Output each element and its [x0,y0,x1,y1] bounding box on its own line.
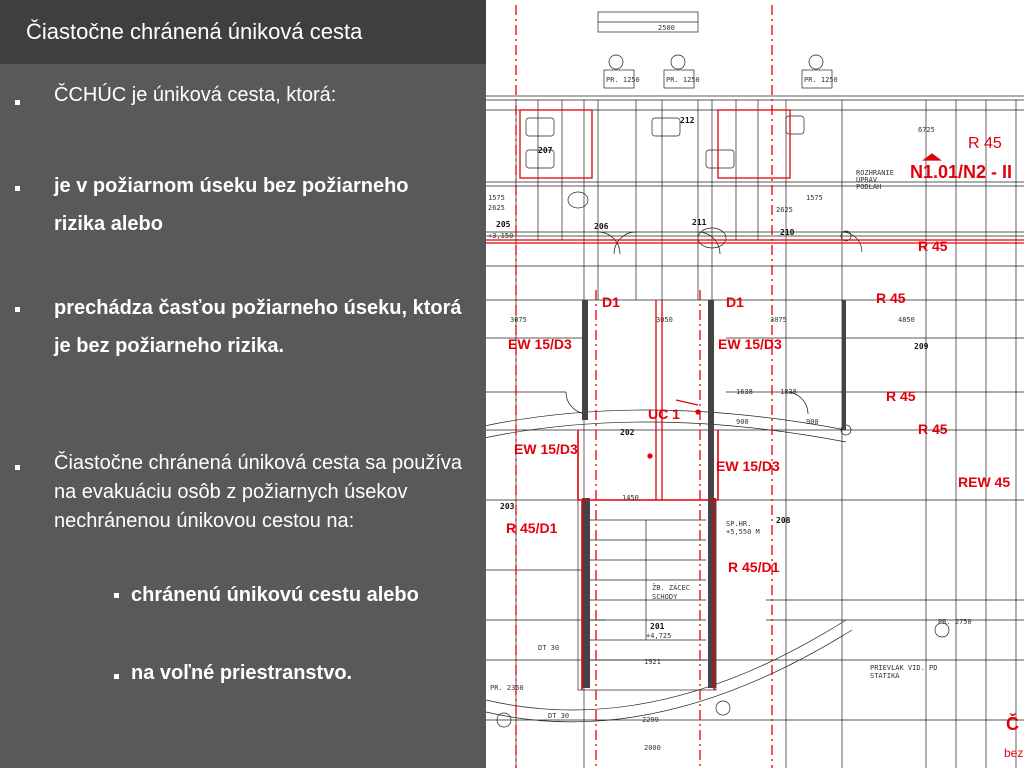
room-number: 205 [496,220,511,229]
fire-label: R 45/D1 [506,520,558,536]
fire-label: EW 15/D3 [718,336,782,352]
room-number: 206 [594,222,609,231]
sub-bullet-2: na voľné priestranstvo. [131,662,353,684]
annotation: PRIEVLAK VID. PD STATIKA [870,664,938,680]
bullet-3: prechádza časťou požiarneho úseku, ktorá je bez požiarneho rizika. [54,297,462,357]
annotation: ROZHRANIE ÚPRAV PODLAH [856,169,894,191]
sub-bullet-1: chránenú únikovú cestu alebo [131,584,419,606]
dim-label: 1450 [622,494,639,502]
fire-compartment-label: Č [1006,714,1019,734]
dim-label: 2625 [488,204,505,212]
dim-label: 900 [736,418,749,426]
dim-label: 6725 [918,126,935,134]
dim-label: 2500 [658,24,675,32]
fire-label: EW 15/D3 [508,336,572,352]
dim-label: 1838 [780,388,797,396]
fire-label: R 45 [886,388,916,404]
dim-label: 3075 [510,316,527,324]
room-number: 202 [620,428,635,437]
room-number: 209 [914,342,929,351]
dim-label: PR. 1250 [606,76,640,84]
dim-label: PR. 1250 [804,76,838,84]
dim-label: 1638 [736,388,753,396]
bullet-marker [15,465,20,470]
text-panel [0,0,486,768]
bullet-1: ČCHÚC je úniková cesta, ktorá: [54,84,337,106]
annotation: SP.HR. +5,550 M [726,520,760,536]
dim-label: DT 30 [538,644,560,652]
annotation: +4,725 [646,632,672,640]
escape-route-label: UC 1 [648,406,680,422]
bullet-4: Čiastočne chránená úniková cesta sa používa na evakuáciu osôb z požiarnych úsekov nechránenou únikovou cestou na: [54,452,463,532]
sub-bullet-marker [114,674,119,679]
dim-label: 3050 [656,316,673,324]
bullet-marker [15,307,20,312]
dim-label: 2625 [776,206,793,214]
fire-label: R 45 [876,290,906,306]
fire-label: REW 45 [958,474,1011,490]
dim-label: 4850 [898,316,915,324]
title-bar [0,0,486,64]
bullet-marker [15,100,20,105]
annotation: PR. 2750 [938,618,972,626]
dim-label: 2299 [642,716,659,724]
dim-label: DT 30 [548,712,570,720]
dim-label: 900 [806,418,819,426]
room-number: 201 [650,622,665,631]
dim-label: 1575 [488,194,505,202]
dim-label: PR. 1250 [666,76,700,84]
sub-bullet-marker [114,593,119,598]
room-number: 203 [500,502,515,511]
fire-compartment-sublabel: bez [1004,746,1024,760]
door-label: D1 [726,294,744,310]
bullet-marker [15,186,20,191]
room-number: 212 [680,116,695,125]
room-number: 211 [692,218,707,227]
door-label: D1 [602,294,620,310]
dim-label: 1921 [644,658,661,666]
bullet-2: je v požiarnom úseku bez požiarneho rizika alebo [54,175,409,235]
dim-label: 2000 [644,744,661,752]
floor-plan-drawing [486,0,1024,768]
fire-label: R 45 [918,238,948,254]
fire-label: R 45/D1 [728,559,780,575]
floor-plan-lines [486,0,1024,768]
slide-title: Čiastočne chránená úniková cesta [26,19,363,44]
annotation: PR. 2350 [490,684,524,692]
fire-label: EW 15/D3 [716,458,780,474]
dim-label: 1575 [806,194,823,202]
room-number: 210 [780,228,795,237]
annotation: +3,150 [488,232,514,240]
annotation: ŽB. ZÁCEC SCHODY [652,584,690,601]
fire-label: R 45 [968,135,1002,152]
fire-compartment-label: N1.01/N2 - II [910,162,1013,182]
fire-label: R 45 [918,421,948,437]
room-number: 208 [776,516,791,525]
dim-label: 3075 [770,316,787,324]
fire-label: EW 15/D3 [514,441,578,457]
room-number: 207 [538,146,553,155]
